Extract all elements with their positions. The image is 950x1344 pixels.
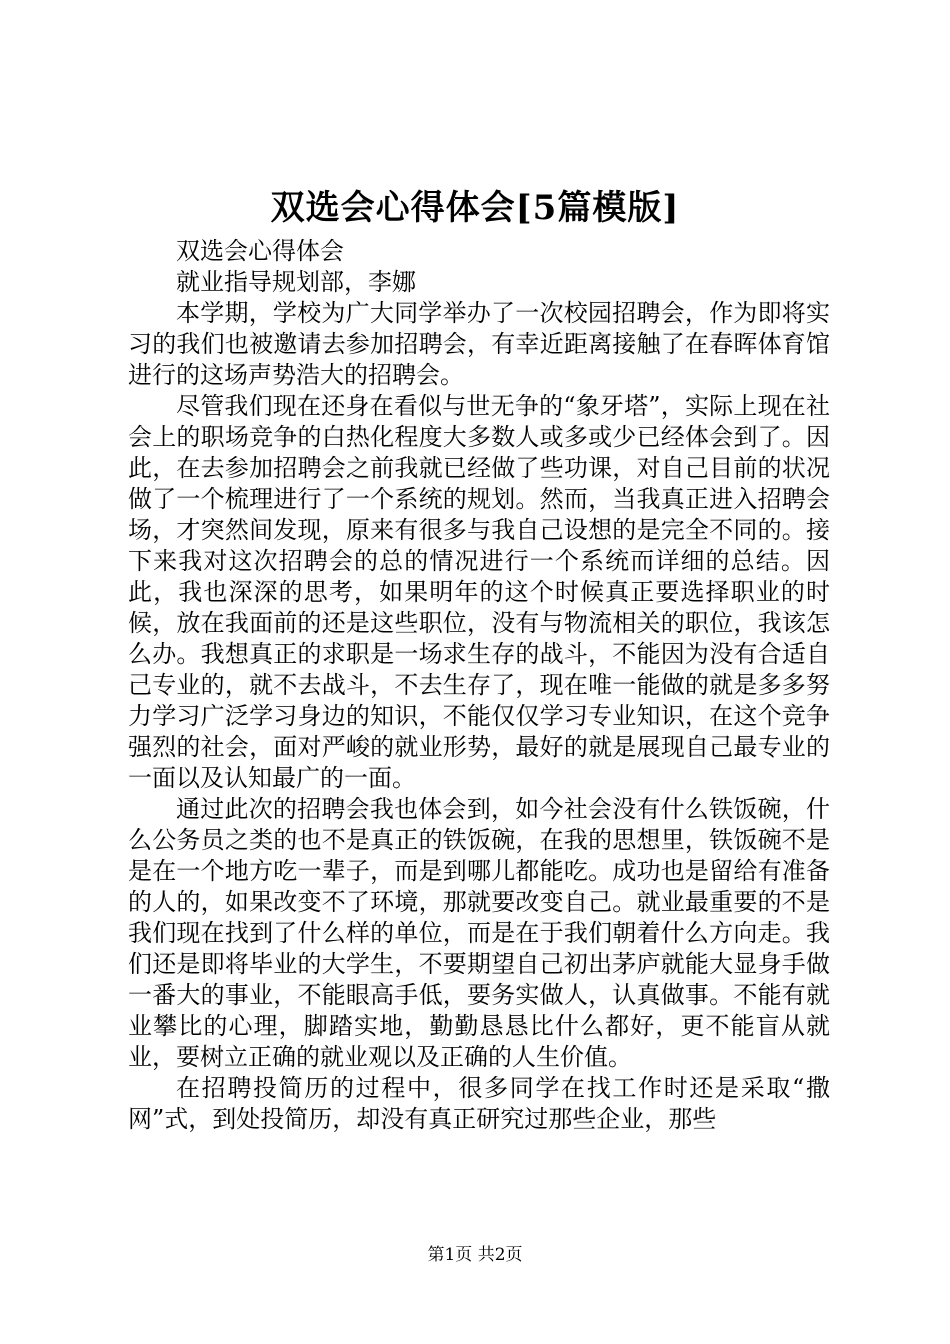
paragraph-author: 就业指导规划部，李娜: [176, 268, 416, 296]
paragraph-subtitle: 双选会心得体会: [176, 237, 344, 265]
paragraph: 本学期，学校为广大同学举办了一次校园招聘会，作为即将实习的我们也被邀请去参加招聘会，有幸近距离接触了在春晖体育馆进行的这场声势浩大的招聘会。: [128, 299, 830, 389]
paragraph: 通过此次的招聘会我也体会到，如今社会没有什么铁饭碗，什么公务员之类的也不是真正的铁饭碗，在我的思想里，铁饭碗不是是在一个地方吃一辈子，而是到哪儿都能吃。成功也是留给有准备的人的，如果改变不了环境，那就要改变自己。就业最重要的不是我们现在找到了什么样的单位，而是在于我们朝着什么方向走。我们还是即将毕业的大学生，不要期望自己初出茅庐就能大显身手做一番大的事业，不能眼高手低，要务实做人，认真做事。不能有就业攀比的心理，脚踏实地，勤勤恳恳比什么都好，更不能盲从就业，要树立正确的就业观以及正确的人生价值。: [128, 795, 830, 1071]
paragraph: 在招聘投简历的过程中，很多同学在找工作时还是采取“撒网”式，到处投简历，却没有真正研究过那些企业，那些: [128, 1074, 830, 1133]
document-body: [128, 236, 830, 1135]
page-number-footer: 第1页 共2页: [427, 1245, 523, 1265]
document-title: 双选会心得体会[5篇模版]: [270, 188, 680, 228]
paragraph: 尽管我们现在还身在看似与世无争的“象牙塔”，实际上现在社会上的职场竞争的白热化程度大多数人或多或少已经体会到了。因此，在去参加招聘会之前我就已经做了些功课，对自己目前的状况做了一个梳理进行了一个系统的规划。然而，当我真正进入招聘会场，才突然间发现，原来有很多与我自己设想的是完全不同的。接下来我对这次招聘会的总的情况进行一个系统而详细的总结。因此，我也深深的思考，如果明年的这个时候真正要选择职业的时候，放在我面前的还是这些职位，没有与物流相关的职位，我该怎么办。我想真正的求职是一场求生存的战斗，不能因为没有合适自己专业的，就不去战斗，不去生存了，现在唯一能做的就是多多努力学习广泛学习身边的知识，不能仅仅学习专业知识，在这个竞争强烈的社会，面对严峻的就业形势，最好的就是展现自己最专业的一面以及认知最广的一面。: [128, 392, 830, 792]
